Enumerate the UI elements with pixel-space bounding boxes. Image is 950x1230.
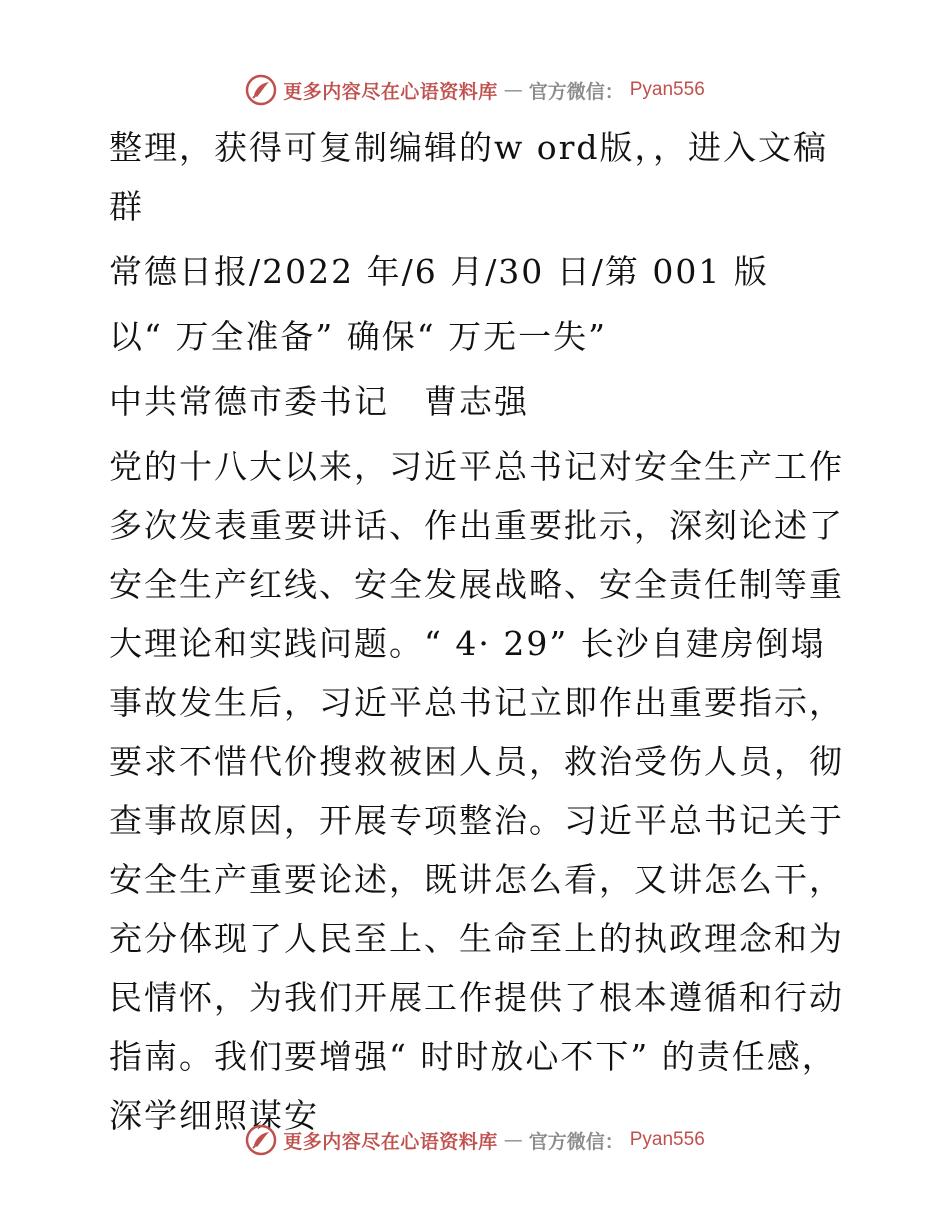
footer-watermark-banner <box>0 1120 950 1160</box>
banner-wechat-label: 官方微信： <box>528 1130 624 1153</box>
banner-wechat-label: 官方微信： <box>528 80 624 103</box>
banner-dash: — <box>503 1129 523 1151</box>
banner-slogan: 更多内容尽在心语资料库 <box>283 80 498 103</box>
article-title: 以“ 万全准备” 确保“ 万无一失” <box>109 317 607 356</box>
banner-inner <box>245 74 705 106</box>
brand-logo-icon <box>245 74 277 106</box>
header-watermark-banner <box>0 70 950 110</box>
banner-dash: — <box>503 79 523 101</box>
document-content <box>97 118 857 1145</box>
intro-paragraph: 整理，获得可复制编辑的w ord版，，进入文稿群 <box>109 128 829 226</box>
banner-slogan: 更多内容尽在心语资料库 <box>283 1130 498 1153</box>
author-line: 中共常德市委书记 曹志强 <box>109 382 529 421</box>
brand-logo-icon <box>245 1124 277 1156</box>
banner-wechat-id: Pyan556 <box>629 1129 705 1150</box>
source-line: 常德日报/2022 年/6 月/30 日/第 001 版 <box>109 252 769 291</box>
body-paragraph: 党的十八大以来，习近平总书记对安全生产工作多次发表重要讲话、作出重要批示，深刻论述了安全生产红线、安全发展战略、安全责任制等重大理论和实践问题。“ 4· 29” 长沙自建房倒塌事故发生后，习近平总书记立即作出重要指示，要求不惜代价搜救被困人员，救治受伤人员，彻查事故原因，开展专项整治。习近平总书记关于安全生产重要论述，既讲怎么看，又讲怎么干，充分体现了人民至上、生命至上的执政理念和为民情怀，为我们开展工作提供了根本遵循和行动指南。我们要增强“ 时时放心不下” 的责任感，深学细照谋安 <box>109 447 844 1135</box>
banner-inner <box>245 1124 705 1156</box>
banner-wechat-id: Pyan556 <box>629 79 705 100</box>
